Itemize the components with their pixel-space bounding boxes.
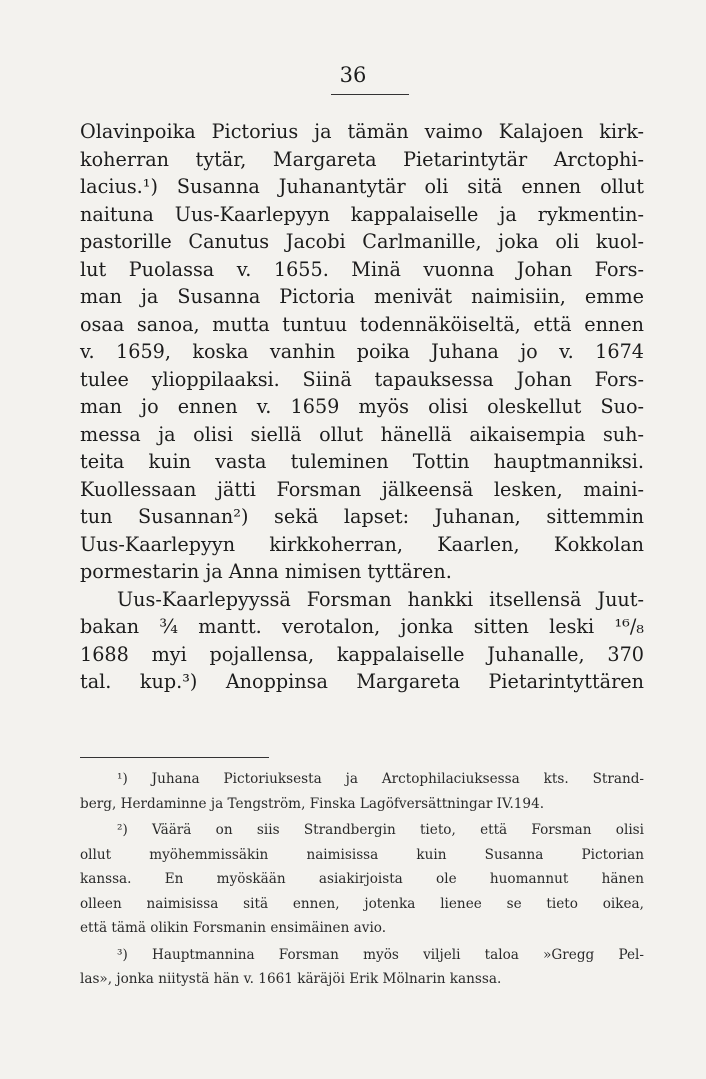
body-line: lacius.¹) Susanna Juhanantytär oli sitä ennen ollut xyxy=(80,175,644,198)
body-line: pastorille Canutus Jacobi Carlmanille, joka oli kuol- xyxy=(80,230,644,253)
body-text xyxy=(80,118,644,696)
body-line: pormestarin ja Anna nimisen tyttären. xyxy=(80,560,452,583)
body-line: osaa sanoa, mutta tuntuu todennäköiseltä, että ennen xyxy=(80,312,644,336)
footnote-line: las», jonka niitystä hän v. 1661 käräjöi Erik Mölnarin kanssa. xyxy=(80,971,502,987)
footnote-rule xyxy=(80,757,269,758)
footnotes xyxy=(80,767,644,994)
body-line: bakan ¾ mantt. verotalon, jonka sitten leski ¹⁶/₈ xyxy=(80,615,644,638)
body-line: teita kuin vasta tuleminen Tottin hauptmanniksi. xyxy=(80,450,644,473)
footnote-line: kanssa. En myöskään asiakirjoista ole huomannut hänen xyxy=(80,871,644,887)
body-line: lut Puolassa v. 1655. Minä vuonna Johan Fors- xyxy=(80,257,644,281)
body-line: tulee ylioppilaaksi. Siinä tapauksessa Johan Fors- xyxy=(80,367,644,391)
body-line: Uus-Kaarlepyyssä Forsman hankki itsellensä Juut- xyxy=(117,587,644,611)
body-line: Uus-Kaarlepyyn kirkkoherran, Kaarlen, Kokkolan xyxy=(80,532,644,556)
body-line: 1688 myi pojallensa, kappalaiselle Juhanalle, 370 xyxy=(80,642,644,666)
body-line: naituna Uus-Kaarlepyyn kappalaiselle ja rykmentin- xyxy=(80,202,644,226)
body-line: Olavinpoika Pictorius ja tämän vaimo Kalajoen kirk- xyxy=(80,120,644,143)
footnote-line: ²) Väärä on siis Strandbergin tieto, että Forsman olisi xyxy=(117,822,644,838)
footnote-line: ollut myöhemmissäkin naimisissa kuin Susanna Pictorian xyxy=(80,846,644,863)
body-line: v. 1659, koska vanhin poika Juhana jo v. 1674 xyxy=(80,340,644,363)
body-line: Kuollessaan jätti Forsman jälkeensä lesken, maini- xyxy=(80,477,644,501)
body-line: messa ja olisi siellä ollut hänellä aikaisempia suh- xyxy=(80,422,644,446)
footnote-line: ³) Hauptmannina Forsman myös viljeli taloa »Gregg Pel- xyxy=(117,946,644,963)
body-line: man jo ennen v. 1659 myös olisi oleskellut Suo- xyxy=(80,395,644,418)
footnote-1 xyxy=(80,767,644,816)
footnote-line: että tämä olikin Forsmanin ensimäinen avio. xyxy=(80,920,387,936)
footnote-2 xyxy=(80,818,644,941)
page-number: 36 xyxy=(339,63,367,87)
header-rule xyxy=(331,94,409,95)
footnote-3 xyxy=(80,943,644,992)
footnote-line: berg, Herdaminne ja Tengström, Finska Lagöfversättningar IV.194. xyxy=(80,795,545,812)
footnote-line: ¹) Juhana Pictoriuksesta ja Arctophilaciuksessa kts. Strand- xyxy=(117,771,644,787)
body-line: man ja Susanna Pictoria menivät naimisiin, emme xyxy=(80,285,644,308)
body-line: koherran tytär, Margareta Pietarintytär Arctophi- xyxy=(80,147,644,171)
footnote-line: olleen naimisissa sitä ennen, jotenka lienee se tieto oikea, xyxy=(80,895,644,912)
body-line: tal. kup.³) Anoppinsa Margareta Pietarintyttären xyxy=(80,670,644,693)
body-line: tun Susannan²) sekä lapset: Juhanan, sittemmin xyxy=(80,505,644,528)
